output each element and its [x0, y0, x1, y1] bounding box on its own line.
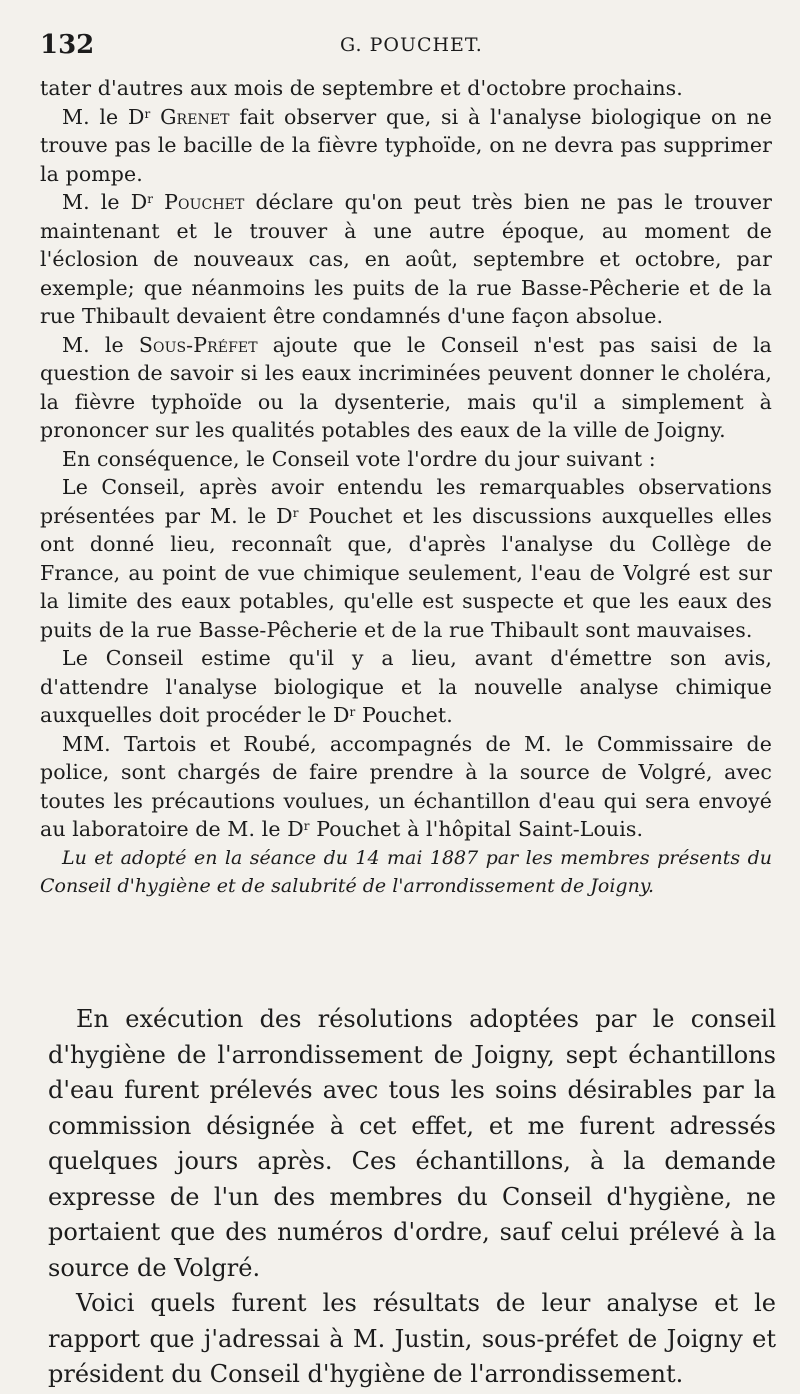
paragraph-pouchet: M. le $D^r$ Pouchet déclare qu'on peut très bien ne pas le trouver maintenant et le trouver à une autre époque, au moment de l'éclosion de nouveaux cas, en août, septembre et octobre, par exemple; que néanmoins les puits de la rue Basse-Pêcherie et de la rue Thibault devaient être condamnés d'une façon absolue. — [40, 190, 772, 328]
minutes-section — [40, 74, 772, 901]
page-number: 132 — [40, 30, 95, 60]
paragraph-sampling: MM. Tartois et Roubé, accompagnés de M. le Commissaire de police, sont chargés de faire prendre à la source de Volgré, avec toutes les précautions voulues, un échantillon d'eau qui sera envoyé au laboratoire de M. le $D^r$ Pouchet à l'hôpital Saint-Louis. — [40, 731, 772, 841]
running-head: G. POUCHET. — [340, 34, 483, 56]
paragraph-estimate: Le Conseil estime qu'il y a lieu, avant d'émettre son avis, d'attendre l'analyse biologique et la nouvelle analyse chimique auxquelles doit procéder le $D^r$ Pouchet. — [40, 646, 772, 727]
minutes-adoption-note: Lu et adopté en la séance du 14 mai 1887 par les membres présents du Conseil d'hygiène et de salubrité de l'arrondissement de Joigny. — [40, 846, 772, 897]
paragraph-grenet: M. le $D^r$ Grenet fait observer que, si à l'analyse biologique on ne trouve pas le bacille de la fièvre typhoïde, on ne devra pas supprimer la pompe. — [40, 104, 772, 186]
paragraph-sous-prefet: M. le Sous-Préfet ajoute que le Conseil n'est pas saisi de la question de savoir si les eaux incriminées peuvent donner le choléra, la fièvre typhoïde ou la dysenterie, mais qu'il a simplement à prononcer sur les qualités potables des eaux de la ville de Joigny. — [40, 332, 773, 442]
page-header — [40, 30, 770, 64]
name-pouchet: Pouchet — [164, 190, 245, 214]
paragraph-continuation: tater d'autres aux mois de septembre et d'octobre prochains. — [40, 76, 683, 100]
name-sous-prefet: Sous-Préfet — [138, 332, 258, 357]
report-paragraph-1: En exécution des résolutions adoptées par le conseil d'hygiène de l'arrondissement de Joigny, sept échantillons d'eau furent prélevés avec tous les soins désirables par la commission désignée à cet effet, et me furent adressés quelques jours après. Ces échantillons, à la demande expresse de l'un des membres du Conseil d'hygiène, ne portaient que des numéros d'ordre, sauf celui prélevé à la source de Volgré. — [48, 1005, 776, 1282]
report-section — [48, 1002, 776, 1393]
paragraph-consequence: En conséquence, le Conseil vote l'ordre du jour suivant : — [62, 446, 656, 471]
report-paragraph-2: Voici quels furent les résultats de leur analyse et le rapport que j'adressai à M. Justin, sous-préfet de Joigny et président du Conseil d'hygiène de l'arrondissement. — [48, 1289, 776, 1388]
name-grenet: Grenet — [160, 104, 230, 129]
paragraph-resolution: Le Conseil, après avoir entendu les remarquables observations présentées par M. le $D^r$ Pouchet et les discussions auxquelles elles ont donné lieu, reconnaît que, d'après l'analyse du Collège de France, au point de vue chimique seulement, l'eau de Volgré est sur la limite des eaux potables, qu'elle est suspecte et que les eaux des puits de la rue Basse-Pêcherie et de la rue Thibault sont mauvaises. — [40, 475, 772, 642]
